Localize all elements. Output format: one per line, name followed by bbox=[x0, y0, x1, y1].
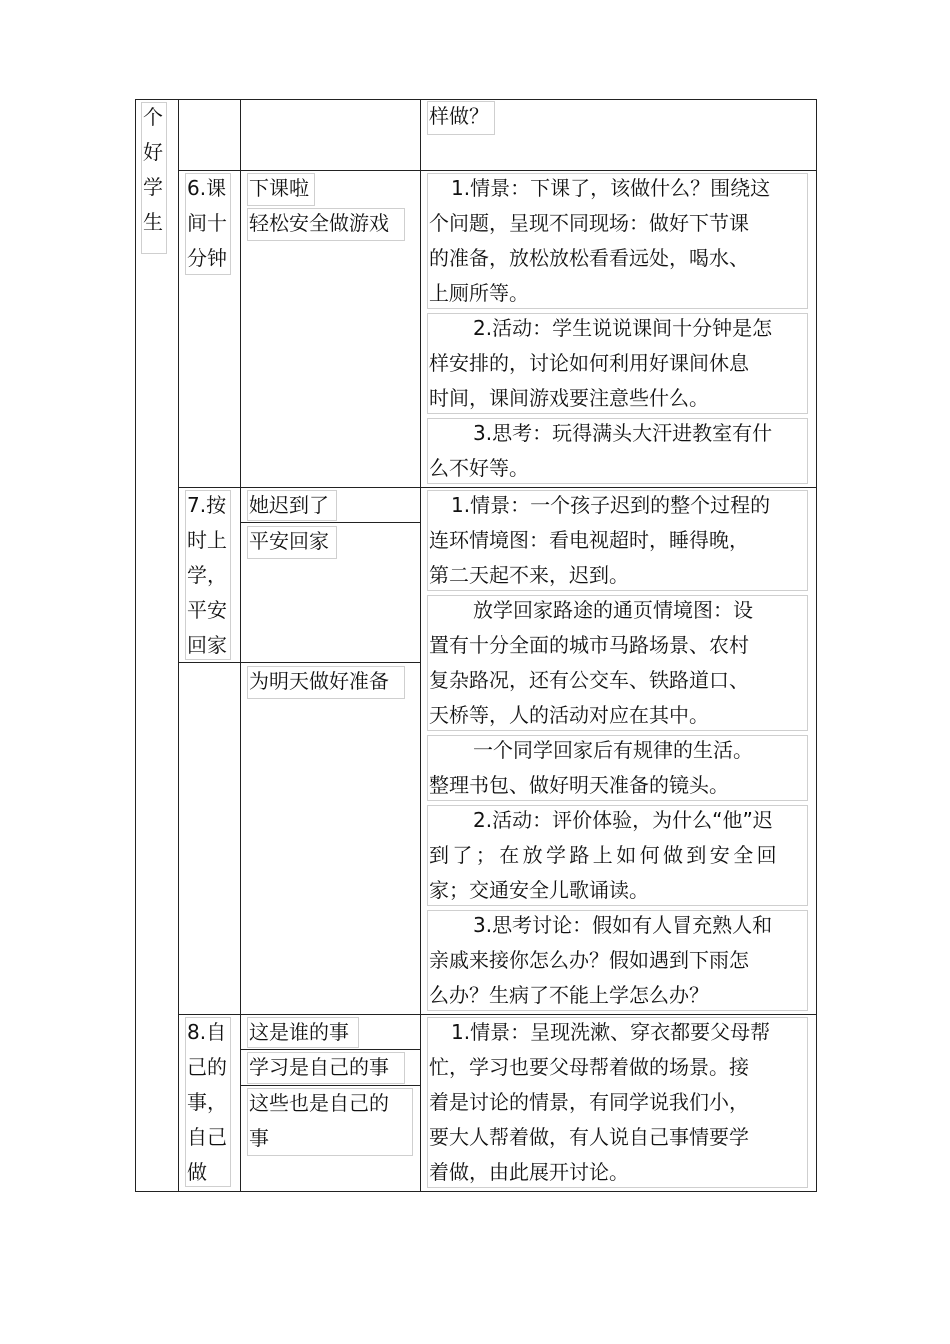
content-line: 放学回家路途的通页情境图：设 bbox=[473, 598, 753, 622]
lesson-title: 这是谁的事 bbox=[249, 1020, 349, 1044]
column-rule-2 bbox=[240, 99, 241, 1192]
content-line: 复杂路况，还有公交车、铁路道口、 bbox=[429, 668, 749, 692]
text-box bbox=[185, 1017, 231, 1187]
unit-6-line: 分钟 bbox=[187, 246, 227, 270]
text-box bbox=[247, 526, 337, 559]
unit-7-line: 学， bbox=[187, 563, 227, 587]
text-box bbox=[427, 418, 808, 484]
unit-8-line: 做 bbox=[187, 1160, 207, 1184]
unit-7-line: 7.按 bbox=[187, 493, 227, 517]
text-box bbox=[247, 173, 315, 206]
text-box bbox=[427, 735, 808, 801]
text-box bbox=[247, 1088, 413, 1156]
unit-7-line: 平安 bbox=[187, 598, 227, 622]
content-line: 1.情景：下课了，该做什么？围绕这 bbox=[451, 176, 771, 200]
unit-6-line: 间十 bbox=[187, 211, 227, 235]
content-line: 3.思考：玩得满头大汗进教室有什 bbox=[473, 421, 773, 445]
content-line: 样安排的，讨论如何利用好课间休息 bbox=[429, 351, 749, 375]
content-line: 上厕所等。 bbox=[429, 281, 529, 305]
unit-8-line: 自己 bbox=[187, 1125, 227, 1149]
content-line: 着做，由此展开讨论。 bbox=[429, 1160, 629, 1184]
lesson-title: 轻松安全做游戏 bbox=[249, 211, 389, 235]
content-line: 天桥等，人的活动对应在其中。 bbox=[429, 703, 709, 727]
grade-char: 生 bbox=[143, 210, 163, 234]
content-line: 一个同学回家后有规律的生活。 bbox=[473, 738, 753, 762]
column-rule-1 bbox=[178, 99, 179, 1192]
unit-8-line: 事， bbox=[187, 1090, 227, 1114]
content-line: 亲戚来接你怎么办？假如遇到下雨怎 bbox=[429, 948, 749, 972]
lesson-title: 为明天做好准备 bbox=[249, 669, 389, 693]
content-line: 的准备，放松放松看看远处，喝水、 bbox=[429, 246, 749, 270]
text-box bbox=[185, 173, 231, 275]
content-line: 么不好等。 bbox=[429, 456, 529, 480]
text-box bbox=[427, 805, 808, 906]
content-line: 整理书包、做好明天准备的镜头。 bbox=[429, 773, 729, 797]
content-line: 忙，学习也要父母帮着做的场景。接 bbox=[429, 1055, 749, 1079]
content-line: 2.活动：评价体验，为什么“他”迟 bbox=[473, 808, 773, 832]
unit-8-line: 己的 bbox=[187, 1055, 227, 1079]
text-box bbox=[427, 313, 808, 414]
text-box bbox=[427, 101, 495, 135]
text-box bbox=[427, 1017, 808, 1188]
text-box bbox=[427, 595, 808, 731]
lesson-title: 她迟到了 bbox=[249, 493, 329, 517]
unit-7-line: 时上 bbox=[187, 528, 227, 552]
text-box bbox=[427, 173, 808, 309]
row0-content: 样做？ bbox=[429, 104, 489, 128]
text-box bbox=[185, 490, 231, 660]
content-line: 时间，课间游戏要注意些什么。 bbox=[429, 386, 709, 410]
text-box bbox=[247, 490, 337, 521]
content-line: 家；交通安全儿歌诵读。 bbox=[429, 878, 649, 902]
content-line: 第二天起不来，迟到。 bbox=[429, 563, 629, 587]
content-line: 要大人帮着做，有人说自己事情要学 bbox=[429, 1125, 749, 1149]
text-box bbox=[427, 910, 808, 1011]
content-line: 到了；在放学路上如何做到安全回 bbox=[429, 843, 780, 867]
text-box bbox=[247, 666, 405, 699]
content-line: 个问题，呈现不同现场：做好下节课 bbox=[429, 211, 749, 235]
text-box bbox=[427, 490, 808, 591]
lesson-title: 学习是自己的事 bbox=[249, 1055, 389, 1079]
content-line: 置有十分全面的城市马路场景、农村 bbox=[429, 633, 749, 657]
text-box bbox=[247, 1052, 405, 1084]
unit-7-line: 回家 bbox=[187, 633, 227, 657]
text-box bbox=[247, 208, 405, 241]
lesson-title: 这些也是自己的 bbox=[249, 1091, 389, 1115]
grade-text-box bbox=[141, 102, 167, 254]
column-rule-3 bbox=[420, 99, 421, 1192]
grade-char: 个 bbox=[143, 105, 163, 129]
text-box bbox=[247, 1017, 359, 1048]
lesson-title: 事 bbox=[249, 1126, 269, 1150]
unit-8-line: 8.自 bbox=[187, 1020, 227, 1044]
unit-6-line: 6.课 bbox=[187, 176, 227, 200]
content-line: 么办？生病了不能上学怎么办？ bbox=[429, 983, 709, 1007]
content-line: 1.情景：一个孩子迟到的整个过程的 bbox=[451, 493, 771, 517]
content-line: 连环情境图：看电视超时，睡得晚， bbox=[429, 528, 749, 552]
lesson-title: 平安回家 bbox=[249, 529, 329, 553]
content-line: 1.情景：呈现洗漱、穿衣都要父母帮 bbox=[451, 1020, 771, 1044]
grade-char: 好 bbox=[143, 140, 163, 164]
grade-char: 学 bbox=[143, 175, 163, 199]
content-line: 2.活动：学生说说课间十分钟是怎 bbox=[473, 316, 773, 340]
content-line: 着是讨论的情景，有同学说我们小， bbox=[429, 1090, 749, 1114]
lesson-title: 下课啦 bbox=[249, 176, 309, 200]
content-line: 3.思考讨论：假如有人冒充熟人和 bbox=[473, 913, 773, 937]
